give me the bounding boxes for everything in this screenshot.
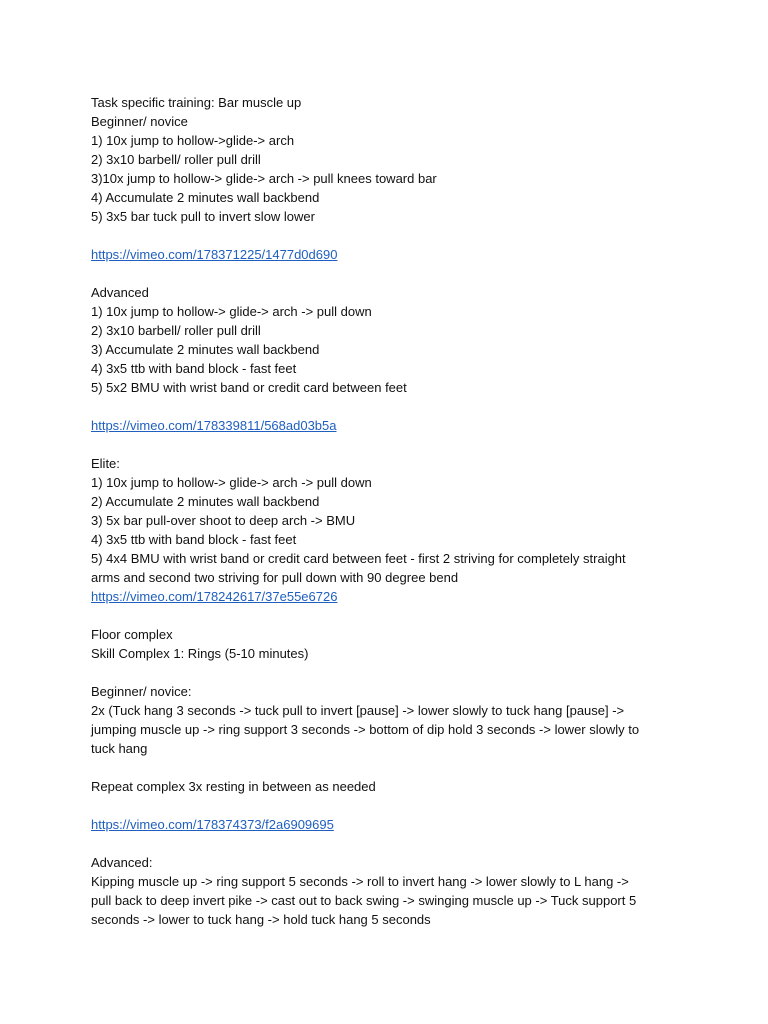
list-item: 1) 10x jump to hollow-> glide-> arch -> pull down: [91, 304, 372, 319]
video-link-beginner[interactable]: https://vimeo.com/178371225/1477d0d690: [91, 247, 338, 262]
list-item: 2) 3x10 barbell/ roller pull drill: [91, 152, 261, 167]
spacer: [91, 834, 691, 853]
section-heading-beginner: Beginner/ novice: [91, 114, 188, 129]
paragraph-line: tuck hang: [91, 741, 148, 756]
list-item: 2) Accumulate 2 minutes wall backbend: [91, 494, 320, 509]
spacer: [91, 264, 691, 283]
section-heading-elite: Elite:: [91, 456, 120, 471]
list-item: 5) 3x5 bar tuck pull to invert slow lower: [91, 209, 315, 224]
paragraph-line: Kipping muscle up -> ring support 5 seconds -> roll to invert hang -> lower slowly to L hang ->: [91, 874, 629, 889]
video-link-line: [91, 587, 691, 606]
document-page: [91, 93, 691, 929]
section-heading-rings-advanced: Advanced:: [91, 855, 153, 870]
list-item: 3)10x jump to hollow-> glide-> arch -> pull knees toward bar: [91, 171, 437, 186]
video-link-line: [91, 815, 691, 834]
video-link-rings-beginner[interactable]: https://vimeo.com/178374373/f2a6909695: [91, 817, 334, 832]
document-title: Task specific training: Bar muscle up: [91, 95, 302, 110]
paragraph-line: pull back to deep invert pike -> cast out to back swing -> swinging muscle up -> Tuck support 5: [91, 893, 637, 908]
list-item: 2) 3x10 barbell/ roller pull drill: [91, 323, 261, 338]
video-link-elite[interactable]: https://vimeo.com/178242617/37e55e6726: [91, 589, 338, 604]
spacer: [91, 435, 691, 454]
list-item: 3) 5x bar pull-over shoot to deep arch -> BMU: [91, 513, 356, 528]
list-item: 1) 10x jump to hollow->glide-> arch: [91, 133, 295, 148]
spacer: [91, 663, 691, 682]
repeat-note: Repeat complex 3x resting in between as needed: [91, 779, 376, 794]
paragraph-line: 2x (Tuck hang 3 seconds -> tuck pull to invert [pause] -> lower slowly to tuck hang [pause] ->: [91, 703, 625, 718]
list-item-continuation: arms and second two striving for pull down with 90 degree bend: [91, 570, 459, 585]
spacer: [91, 606, 691, 625]
section-subheading-skill-complex: Skill Complex 1: Rings (5-10 minutes): [91, 646, 309, 661]
spacer: [91, 796, 691, 815]
list-item: 3) Accumulate 2 minutes wall backbend: [91, 342, 320, 357]
section-heading-rings-beginner: Beginner/ novice:: [91, 684, 192, 699]
paragraph-line: seconds -> lower to tuck hang -> hold tuck hang 5 seconds: [91, 912, 431, 927]
list-item: 4) 3x5 ttb with band block - fast feet: [91, 532, 297, 547]
list-item: 5) 4x4 BMU with wrist band or credit card between feet - first 2 striving for completely straight: [91, 551, 626, 566]
list-item: 4) 3x5 ttb with band block - fast feet: [91, 361, 297, 376]
list-item: 1) 10x jump to hollow-> glide-> arch -> pull down: [91, 475, 372, 490]
section-heading-advanced: Advanced: [91, 285, 149, 300]
spacer: [91, 226, 691, 245]
spacer: [91, 758, 691, 777]
section-heading-floor-complex: Floor complex: [91, 627, 173, 642]
list-item: 5) 5x2 BMU with wrist band or credit card between feet: [91, 380, 407, 395]
list-item: 4) Accumulate 2 minutes wall backbend: [91, 190, 320, 205]
video-link-advanced[interactable]: https://vimeo.com/178339811/568ad03b5a: [91, 418, 337, 433]
video-link-line: [91, 245, 691, 264]
video-link-line: [91, 416, 691, 435]
spacer: [91, 397, 691, 416]
paragraph-line: jumping muscle up -> ring support 3 seconds -> bottom of dip hold 3 seconds -> lower slowly to: [91, 722, 640, 737]
